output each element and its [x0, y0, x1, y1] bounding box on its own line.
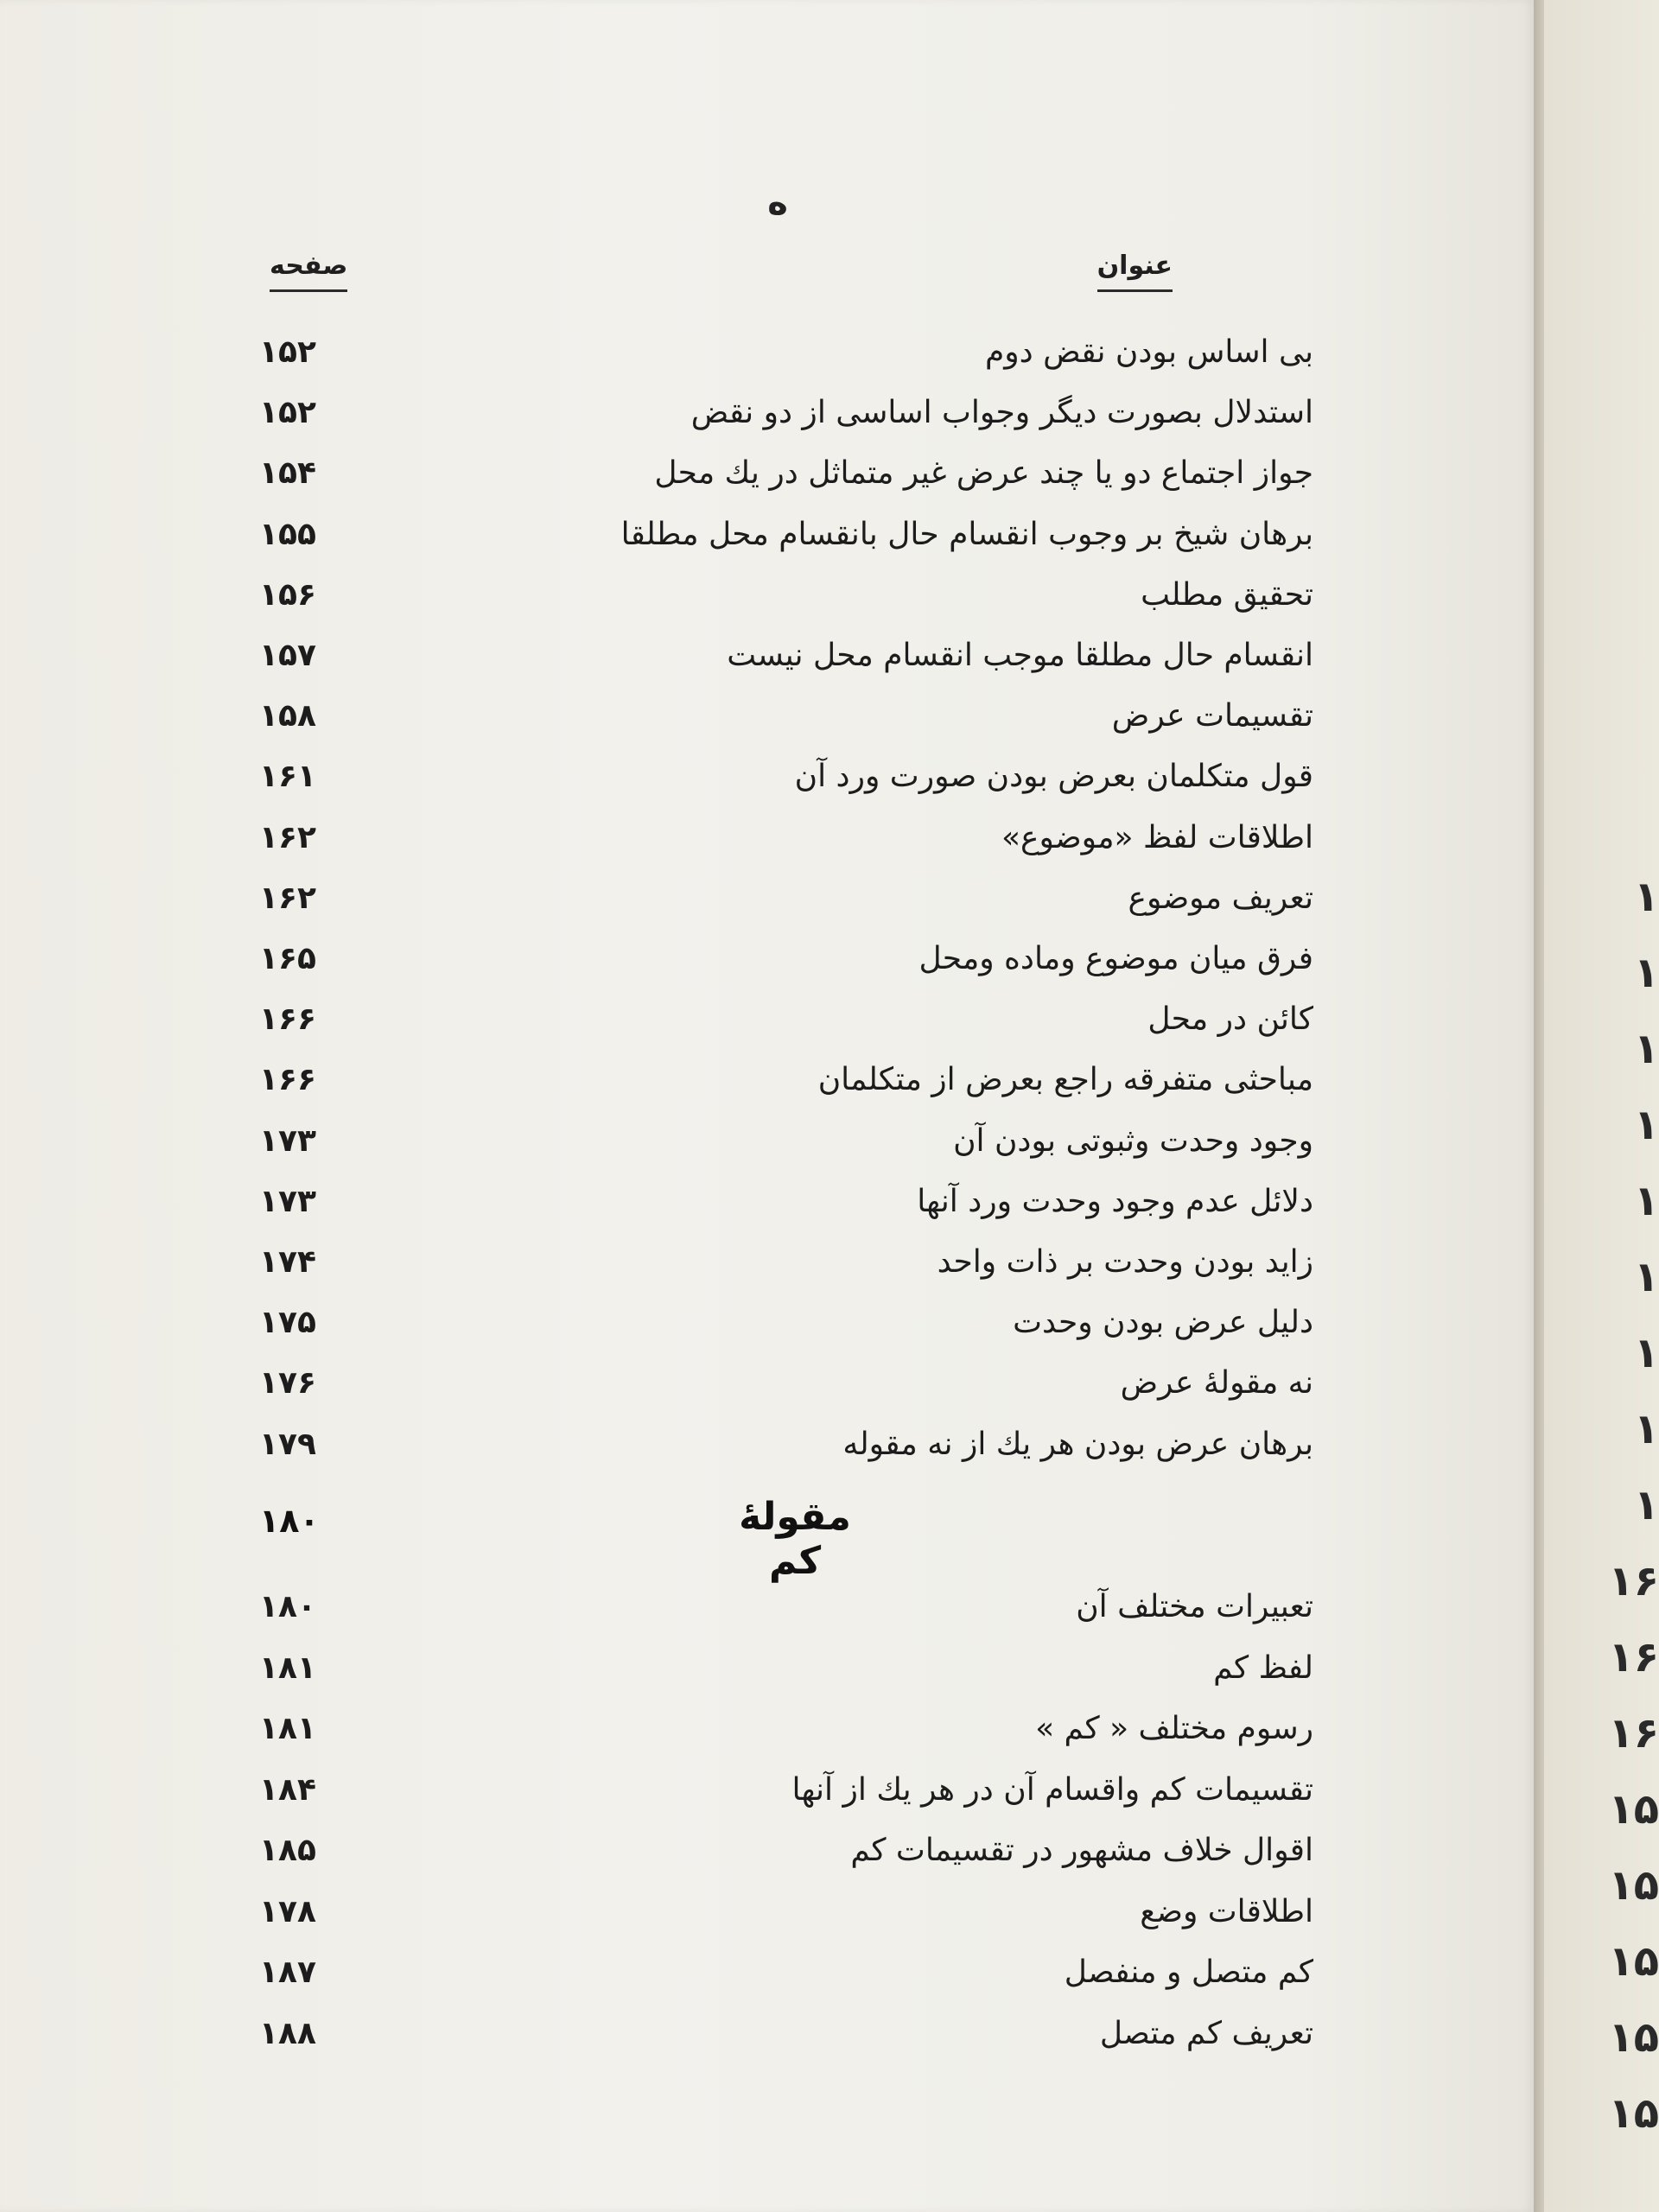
adjacent-page-number: ۱ [1633, 873, 1659, 921]
toc-entry [259, 751, 1313, 803]
toc-entry [259, 448, 1313, 499]
toc-entry-title: تعبیرات مختلف آن [1076, 1589, 1313, 1624]
toc-entry-title: انقسام حال مطلقا موجب انقسام محل نیست [727, 638, 1313, 673]
adjacent-page-number: ۱ [1633, 1481, 1659, 1529]
toc-entry-page: ۱۷۳ [259, 1183, 316, 1219]
toc-entry-title: تحقیق مطلب [1141, 576, 1313, 613]
page-column-header: صفحه [270, 251, 347, 292]
toc-entry [259, 1297, 1313, 1349]
toc-entry-title: برهان شیخ بر وجوب انقسام حال بانقسام محل مطلقا [620, 516, 1313, 552]
toc-entry-page: ۱۶۲ [259, 880, 316, 916]
toc-entry [259, 933, 1313, 985]
toc-entry-page: ۱۷۶ [259, 1365, 316, 1402]
toc-entry-title: تعریف کم متصل [1099, 2015, 1313, 2051]
toc-entry-title: رسوم مختلف « کم » [1035, 1711, 1313, 1746]
toc-entry-title: لفظ کم [1213, 1649, 1313, 1686]
adjacent-page-number: ۱ [1633, 1405, 1659, 1453]
toc-entry-page: ۱۵۴ [259, 455, 316, 492]
toc-entry-page: ۱۶۵ [259, 941, 316, 976]
toc-entry-page: ۱۶۶ [259, 1001, 316, 1038]
adjacent-page-number: ۱ [1633, 1025, 1659, 1073]
toc-entry [259, 873, 1313, 925]
adjacent-page-number: ۱۶ [1608, 1709, 1659, 1758]
toc-entry-page: ۱۵۶ [259, 576, 316, 613]
toc-entry-title: کم متصل و منفصل [1064, 1955, 1313, 1990]
toc-entry-page: ۱۶۲ [259, 819, 316, 855]
toc-entry-page: ۱۸۵ [259, 1833, 316, 1868]
toc-entry-page: ۱۷۳ [259, 1122, 316, 1159]
toc-entry [259, 1825, 1313, 1877]
toc-entry-page: ۱۷۸ [259, 1893, 316, 1929]
toc-entry [259, 1947, 1313, 1999]
toc-entry-title: دلائل عدم وجود وحدت ورد آنها [917, 1183, 1313, 1219]
toc-entry-title: اقوال خلاف مشهور در تقسیمات کم [850, 1833, 1313, 1868]
toc-entry-title: نه مقولهٔ عرض [1120, 1365, 1313, 1402]
toc-entry-title: استدلال بصورت دیگر وجواب اساسی از دو نقض [690, 395, 1313, 431]
book-spine [1534, 0, 1544, 2212]
section-heading: مقولهٔ کم [739, 1495, 851, 1583]
toc-entry-title: جواز اجتماع دو یا چند عرض غیر متماثل در یك محل [654, 455, 1313, 492]
toc-entry-page: ۱۷۹ [259, 1426, 316, 1462]
toc-entry-page: ۱۸۰ [259, 1589, 316, 1624]
toc-entry [259, 1236, 1313, 1288]
toc-entry-page: ۱۵۷ [259, 638, 316, 673]
toc-entry [259, 630, 1313, 682]
toc-entry-page: ۱۶۱ [259, 759, 316, 795]
toc-entry [259, 1116, 1313, 1167]
toc-entry-page: ۱۷۵ [259, 1305, 316, 1341]
toc-entry-title: اطلاقات وضع [1140, 1893, 1313, 1929]
toc-entry [259, 509, 1313, 561]
toc-entry-page: ۱۵۲ [259, 334, 316, 370]
page-number-letter: ه [767, 183, 788, 223]
adjacent-page-number: ۱ [1633, 949, 1659, 997]
toc-entry-title: بی اساس بودن نقض دوم [984, 334, 1313, 370]
toc-entry [259, 387, 1313, 439]
toc-entry-page: ۱۶۶ [259, 1062, 316, 1098]
toc-entry [259, 1054, 1313, 1106]
toc-entry-title: زاید بودن وحدت بر ذات واحد [937, 1244, 1313, 1280]
toc-entry-title: اطلاقات لفظ «موضوع» [1001, 819, 1313, 855]
adjacent-page-number: ۱۶ [1608, 1557, 1659, 1605]
toc-entry-page: ۱۵۵ [259, 516, 316, 552]
toc-entry-page: ۱۸۷ [259, 1955, 316, 1990]
adjacent-page-number: ۱ [1633, 1177, 1659, 1225]
adjacent-page-number: ۱۵ [1608, 1861, 1659, 1910]
adjacent-page-number: ۱۵ [1608, 2089, 1659, 2138]
toc-entry [259, 1176, 1313, 1228]
adjacent-page-number: ۱ [1633, 1101, 1659, 1149]
toc-entry-page: ۱۵۸ [259, 698, 316, 734]
toc-entry [259, 1357, 1313, 1409]
adjacent-page-number: ۱ [1633, 1329, 1659, 1377]
toc-entry [259, 569, 1313, 621]
toc-entry-page: ۱۸۱ [259, 1649, 316, 1686]
toc-entry-title: تقسیمات کم واقسام آن در هر یك از آنها [791, 1771, 1313, 1808]
toc-entry-page: ۱۸۴ [259, 1771, 316, 1808]
adjacent-page-number: ۱ [1633, 1253, 1659, 1301]
toc-entry [259, 1581, 1313, 1633]
toc-entry [259, 1764, 1313, 1816]
toc-entry-title: مباحثی متفرقه راجع بعرض از متکلمان [817, 1062, 1313, 1098]
toc-entry-title: دلیل عرض بودن وحدت [1013, 1305, 1313, 1341]
toc-entry [259, 327, 1313, 378]
toc-entry-title: تقسیمات عرض [1111, 698, 1313, 734]
toc-entry [259, 690, 1313, 742]
toc-entry-page: ۱۵۲ [259, 395, 316, 431]
toc-entry [259, 2008, 1313, 2060]
toc-entry [259, 812, 1313, 864]
section-page-number: ۱۸۰ [259, 1502, 320, 1540]
adjacent-page-edge [1544, 0, 1659, 2212]
adjacent-page-number: ۱۵ [1608, 1785, 1659, 1834]
adjacent-page-number: ۱۵ [1608, 2013, 1659, 2062]
toc-entry-page: ۱۸۱ [259, 1711, 316, 1746]
toc-entry-title: قول متکلمان بعرض بودن صورت ورد آن [794, 759, 1313, 795]
adjacent-page-number: ۱۵ [1608, 1937, 1659, 1986]
toc-entry-title: تعریف موضوع [1128, 880, 1313, 916]
toc-entry-title: فرق میان موضوع وماده ومحل [918, 941, 1313, 976]
toc-entry [259, 1703, 1313, 1755]
toc-entry-title: وجود وحدت وثبوتی بودن آن [953, 1122, 1313, 1159]
title-column-header: عنوان [1097, 251, 1173, 292]
toc-entry-page: ۱۸۸ [259, 2015, 316, 2051]
toc-entry-title: کائن در محل [1147, 1001, 1313, 1038]
toc-entry-page: ۱۷۴ [259, 1244, 316, 1280]
toc-entry [259, 994, 1313, 1046]
toc-entry [259, 1419, 1313, 1471]
toc-entry-title: برهان عرض بودن هر یك از نه مقوله [842, 1426, 1313, 1462]
toc-entry [259, 1886, 1313, 1938]
adjacent-page-number: ۱۶ [1608, 1633, 1659, 1681]
toc-entry [259, 1643, 1313, 1694]
